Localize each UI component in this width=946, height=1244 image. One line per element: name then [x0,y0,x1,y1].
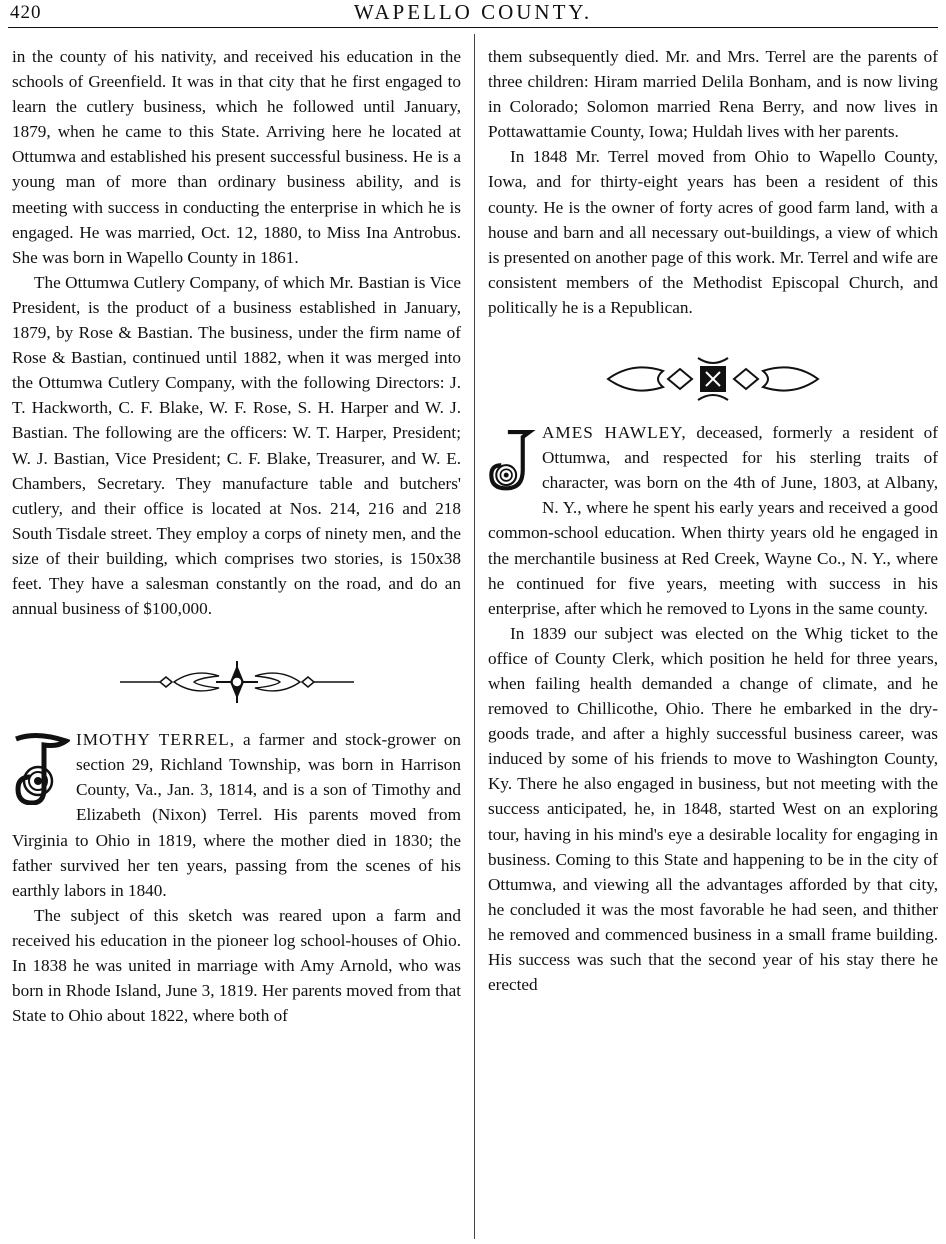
section-divider-ornament [112,651,362,713]
bastian-paragraph-1: in the county of his nativity, and received his education in the schools of Greenfield. It was in that city that he first engaged to learn the cutlery business, which he followed until January, 1879, when he came to this State. Arriving here he located at Ottumwa and established his present successful business. He is a young man of more than ordinary business ability, and is meeting with success in conducting the enterprise in which he is engaged. He was married, Oct. 12, 1880, to Miss Ina Antrobus. She was born in Wapello County in 1861. [12,47,461,267]
page-number: 420 [10,2,42,23]
drop-cap-t-letter: T [12,731,13,733]
hawley-biography [488,420,938,621]
hawley-paragraph-1: deceased, formerly a resident of Ottumwa, and respected for his sterling traits of character, was born on the 4th of June, 1803, at Albany, N. Y., where he spent his early years and received a good common-school education. When thirty years old he engaged in the merchantile business at Red Creek, Wayne Co., N. Y., where he continued for five years, meeting with success in his enterprise, after which he removed to Lyons in the same county. [488,423,938,618]
hawley-paragraph-2: In 1839 our subject was elected on the Whig ticket to the office of County Clerk, which position he held for three years, when failing health demanded a change of climate, and he removed to Chillicothe, Ohio. There he embarked in the dry-goods trade, and after a highly successful business career, was induced by some of his friends to move to Washington County, Ky. There he also engaged in business, but not meeting with the success anticipated, he, in 1848, started West on an exploring tour, having in his mind's eye a desirable locality for engaging in business. Coming to this State and happening to be in the city of Ottumwa, and viewing all the advantages afforded by that city, he concluded it was the most favorable he had seen, and thither he removed and commenced business in a small frame building. His success was such that the second year of his stay there he erected [488,623,938,995]
page-header [0,0,946,28]
terrel-paragraph-2: The subject of this sketch was reared upon a farm and received his education in the pioneer log school-houses of Ohio. In 1838 he was united in marriage with Amy Arnold, who was born in Rhode Island, June 3, 1819. Her parents moved from that State to Ohio about 1822, where both of [12,905,461,1026]
cutlery-company-paragraph: The Ottumwa Cutlery Company, of which Mr. Bastian is Vice President, is the product of a business established in January, 1879, by Rose & Bastian. The business, under the firm name of Rose & Bastian, continued until 1882, when it was merged into the Ottumwa Cutlery Company, with the following Directors: J. T. Hackworth, C. F. Blake, W. F. Rose, S. H. Harper and W. J. Bastian. The following are the officers: W. T. Harper, President; W. J. Bastian, Vice President; C. F. Blake, Treasurer, and W. E. Chambers, Secretary. They manufacture table and butchers' cutlery, and their office is located at Nos. 214, 216 and 218 South Tisdale street. They employ a corps of ninety men, and the size of their building, which comprises two stories, is 150x38 feet. They have a salesman constantly on the road, and do an annual business of $100,000. [12,272,461,619]
terrel-paragraph-1: a farmer and stock-grower on section 29, Richland Township, was born in Harrison County, Va., Jan. 3, 1814, and is a son of Timothy and Elizabeth (Nixon) Terrel. His parents moved from Virginia to Ohio in 1819, where the mother died in 1830; the father survived her ten years, passing from the scenes of his earthly labors in 1840. [12,730,462,900]
drop-cap-j-letter: J [488,430,489,432]
running-head: WAPELLO COUNTY. [353,0,593,24]
column-divider [474,34,475,1239]
terrel-residence-paragraph: In 1848 Mr. Terrel moved from Ohio to Wapello County, Iowa, and for thirty-eight years has been a resident of this county. He is the owner of forty acres of good farm land, with a house and barn and all necessary out-buildings, a view of which is presented on another page of this work. Mr. Terrel and wife are consistent members of the Methodist Episcopal Church, and politically he is a Republican. [488,147,938,317]
terrel-name: IMOTHY TERREL, [76,730,235,750]
terrel-children-paragraph: them subsequently died. Mr. and Mrs. Terrel are the parents of three children: Hiram married Delila Bonham, and is now living in Colorado; Solomon married Rena Berry, and now lives in Pottawattamie County, Iowa; Huldah lives with her parents. [488,47,938,142]
drop-cap-t [12,731,70,805]
hawley-name: AMES HAWLEY, [542,423,687,443]
terrel-biography [12,727,461,903]
header-rule [8,27,938,28]
section-divider-ornament-2 [598,350,828,408]
left-column [12,44,461,1028]
drop-cap-j [488,424,536,498]
right-column [488,44,938,997]
